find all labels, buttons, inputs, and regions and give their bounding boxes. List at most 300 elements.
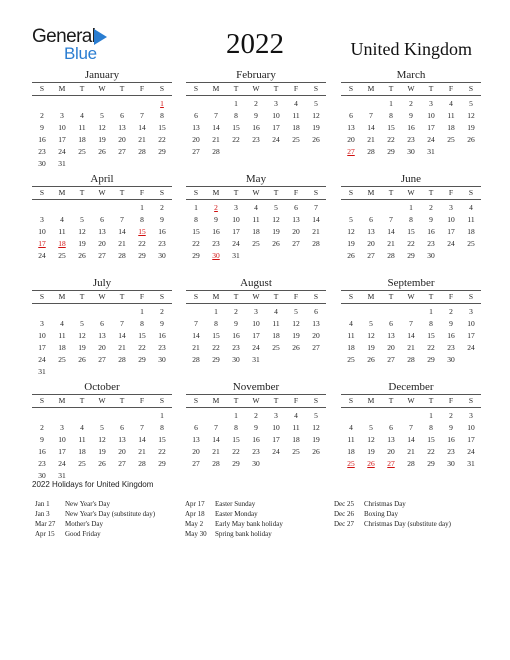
empty-day-cell bbox=[52, 98, 72, 110]
day-cell: 21 bbox=[212, 135, 220, 144]
day-cell: 23 bbox=[232, 343, 240, 352]
weekday-header: T bbox=[428, 292, 434, 301]
day-cell: 9 bbox=[409, 111, 413, 120]
day-cell: 1 bbox=[160, 411, 164, 420]
day-cell: 5 bbox=[314, 99, 318, 108]
month-name: September bbox=[387, 277, 435, 289]
day-cell: 31 bbox=[58, 471, 66, 480]
month-september bbox=[341, 276, 481, 366]
day-cell: 9 bbox=[449, 423, 453, 432]
weekday-header: T bbox=[388, 292, 394, 301]
empty-day-cell bbox=[92, 98, 112, 110]
holiday-date: Jan 3 bbox=[35, 510, 50, 518]
weekday-header: S bbox=[468, 84, 474, 93]
day-cell: 16 bbox=[447, 331, 455, 340]
day-cell: 8 bbox=[140, 215, 144, 224]
day-cell: 1 bbox=[194, 203, 198, 212]
day-cell: 26 bbox=[272, 239, 280, 248]
day-cell: 26 bbox=[367, 355, 375, 364]
country-title: United Kingdom bbox=[350, 39, 472, 59]
holiday-column bbox=[185, 499, 283, 539]
day-cell: 13 bbox=[387, 435, 395, 444]
holiday-day-cell: 27 bbox=[347, 147, 355, 156]
day-cell: 22 bbox=[427, 343, 435, 352]
day-cell: 6 bbox=[349, 111, 353, 120]
day-cell: 28 bbox=[212, 459, 220, 468]
empty-day-cell bbox=[52, 306, 72, 318]
day-cell: 19 bbox=[78, 343, 86, 352]
day-cell: 2 bbox=[409, 99, 413, 108]
day-cell: 12 bbox=[467, 111, 475, 120]
weekday-header-row bbox=[32, 290, 172, 304]
day-cell: 4 bbox=[274, 307, 278, 316]
day-cell: 21 bbox=[212, 447, 220, 456]
day-cell: 4 bbox=[294, 99, 298, 108]
weekday-header: S bbox=[468, 292, 474, 301]
day-cell: 5 bbox=[80, 319, 84, 328]
holiday-entry bbox=[35, 499, 155, 509]
day-cell: 4 bbox=[60, 319, 64, 328]
day-cell: 19 bbox=[312, 123, 320, 132]
weekday-header: M bbox=[367, 292, 375, 301]
holiday-column bbox=[334, 499, 451, 529]
day-cell: 11 bbox=[252, 215, 260, 224]
holiday-date: Dec 25 bbox=[334, 500, 355, 508]
month-july bbox=[32, 276, 172, 378]
day-cell: 14 bbox=[212, 123, 220, 132]
day-cell: 2 bbox=[254, 411, 258, 420]
day-cell: 31 bbox=[467, 459, 475, 468]
holiday-date: Apr 15 bbox=[35, 530, 55, 538]
weekday-header: F bbox=[139, 84, 145, 93]
holiday-day-cell: 27 bbox=[387, 459, 395, 468]
day-grid bbox=[341, 306, 481, 366]
weekday-header: S bbox=[468, 188, 474, 197]
empty-day-cell bbox=[381, 410, 401, 422]
day-cell: 6 bbox=[100, 319, 104, 328]
weekday-header: M bbox=[367, 396, 375, 405]
day-cell: 23 bbox=[38, 459, 46, 468]
empty-day-cell bbox=[32, 410, 52, 422]
day-cell: 20 bbox=[292, 227, 300, 236]
weekday-header: W bbox=[98, 292, 106, 301]
day-cell: 6 bbox=[389, 423, 393, 432]
weekday-header: M bbox=[212, 292, 220, 301]
day-cell: 29 bbox=[158, 459, 166, 468]
day-cell: 27 bbox=[118, 459, 126, 468]
empty-day-cell bbox=[72, 98, 92, 110]
day-cell: 16 bbox=[407, 123, 415, 132]
day-cell: 30 bbox=[158, 251, 166, 260]
day-cell: 8 bbox=[234, 423, 238, 432]
day-cell: 16 bbox=[252, 123, 260, 132]
day-cell: 25 bbox=[447, 135, 455, 144]
day-cell: 5 bbox=[100, 423, 104, 432]
weekday-header: S bbox=[193, 396, 199, 405]
day-cell: 25 bbox=[252, 239, 260, 248]
weekday-header: F bbox=[448, 188, 454, 197]
day-cell: 13 bbox=[387, 331, 395, 340]
weekday-header: M bbox=[367, 188, 375, 197]
day-cell: 15 bbox=[407, 227, 415, 236]
day-cell: 28 bbox=[407, 459, 415, 468]
day-cell: 26 bbox=[78, 355, 86, 364]
day-cell: 27 bbox=[98, 251, 106, 260]
weekday-header: T bbox=[119, 396, 125, 405]
day-cell: 27 bbox=[292, 239, 300, 248]
day-cell: 22 bbox=[232, 447, 240, 456]
day-cell: 14 bbox=[407, 435, 415, 444]
weekday-header: T bbox=[119, 292, 125, 301]
day-cell: 18 bbox=[447, 123, 455, 132]
day-cell: 8 bbox=[140, 319, 144, 328]
day-cell: 22 bbox=[138, 239, 146, 248]
day-cell: 20 bbox=[192, 135, 200, 144]
weekday-header: F bbox=[139, 188, 145, 197]
holiday-entry bbox=[185, 519, 283, 529]
day-cell: 9 bbox=[160, 319, 164, 328]
holiday-day-cell: 17 bbox=[38, 239, 46, 248]
day-cell: 21 bbox=[118, 239, 126, 248]
holiday-day-cell: 2 bbox=[214, 203, 218, 212]
day-grid bbox=[341, 98, 481, 158]
day-cell: 7 bbox=[214, 423, 218, 432]
day-cell: 14 bbox=[138, 123, 146, 132]
day-cell: 2 bbox=[429, 203, 433, 212]
weekday-header: W bbox=[98, 396, 106, 405]
day-cell: 7 bbox=[409, 319, 413, 328]
weekday-header: T bbox=[273, 84, 279, 93]
month-june bbox=[341, 172, 481, 262]
day-cell: 7 bbox=[194, 319, 198, 328]
day-cell: 16 bbox=[252, 435, 260, 444]
day-cell: 25 bbox=[467, 239, 475, 248]
day-cell: 5 bbox=[349, 215, 353, 224]
weekday-header: S bbox=[313, 396, 319, 405]
day-cell: 27 bbox=[367, 251, 375, 260]
day-cell: 10 bbox=[447, 215, 455, 224]
day-cell: 18 bbox=[292, 435, 300, 444]
day-cell: 12 bbox=[98, 435, 106, 444]
day-cell: 18 bbox=[252, 227, 260, 236]
day-cell: 14 bbox=[312, 215, 320, 224]
day-cell: 10 bbox=[252, 319, 260, 328]
weekday-header: T bbox=[79, 292, 85, 301]
weekday-header: T bbox=[273, 292, 279, 301]
holiday-entry bbox=[185, 499, 283, 509]
day-cell: 2 bbox=[160, 307, 164, 316]
day-cell: 20 bbox=[118, 447, 126, 456]
day-cell: 23 bbox=[252, 135, 260, 144]
day-cell: 23 bbox=[38, 147, 46, 156]
day-cell: 15 bbox=[427, 435, 435, 444]
day-cell: 3 bbox=[469, 411, 473, 420]
weekday-header: S bbox=[313, 188, 319, 197]
day-cell: 27 bbox=[312, 343, 320, 352]
weekday-header-row bbox=[341, 290, 481, 304]
weekday-header: T bbox=[119, 84, 125, 93]
day-cell: 28 bbox=[118, 251, 126, 260]
holiday-entry bbox=[185, 529, 283, 539]
holiday-name: Christmas Day (substitute day) bbox=[364, 520, 451, 528]
day-cell: 21 bbox=[118, 343, 126, 352]
day-cell: 14 bbox=[367, 123, 375, 132]
day-cell: 21 bbox=[407, 343, 415, 352]
day-cell: 12 bbox=[312, 423, 320, 432]
holiday-date: Dec 26 bbox=[334, 510, 355, 518]
day-cell: 16 bbox=[38, 135, 46, 144]
day-cell: 28 bbox=[192, 355, 200, 364]
month-name: July bbox=[92, 277, 112, 289]
day-cell: 8 bbox=[194, 215, 198, 224]
day-cell: 10 bbox=[58, 123, 66, 132]
day-cell: 19 bbox=[98, 447, 106, 456]
day-cell: 13 bbox=[347, 123, 355, 132]
day-cell: 4 bbox=[349, 319, 353, 328]
day-cell: 22 bbox=[232, 135, 240, 144]
day-cell: 29 bbox=[232, 459, 240, 468]
weekday-header: W bbox=[252, 396, 260, 405]
day-cell: 11 bbox=[78, 435, 86, 444]
day-cell: 15 bbox=[232, 435, 240, 444]
weekday-header: W bbox=[252, 292, 260, 301]
day-cell: 17 bbox=[272, 123, 280, 132]
day-cell: 8 bbox=[234, 111, 238, 120]
empty-day-cell bbox=[401, 306, 421, 318]
day-cell: 25 bbox=[272, 343, 280, 352]
day-cell: 24 bbox=[427, 135, 435, 144]
weekday-header: T bbox=[428, 188, 434, 197]
day-cell: 24 bbox=[272, 135, 280, 144]
weekday-header: T bbox=[388, 188, 394, 197]
holiday-day-cell: 30 bbox=[212, 251, 220, 260]
day-cell: 4 bbox=[469, 203, 473, 212]
day-cell: 25 bbox=[292, 447, 300, 456]
day-cell: 16 bbox=[212, 227, 220, 236]
holiday-name: New Year's Day (substitute day) bbox=[65, 510, 156, 518]
day-cell: 13 bbox=[98, 331, 106, 340]
day-cell: 20 bbox=[387, 343, 395, 352]
day-cell: 19 bbox=[78, 239, 86, 248]
day-cell: 13 bbox=[192, 435, 200, 444]
weekday-header: S bbox=[348, 84, 354, 93]
weekday-header: T bbox=[233, 84, 239, 93]
weekday-header-row bbox=[341, 186, 481, 200]
day-cell: 28 bbox=[367, 147, 375, 156]
day-cell: 11 bbox=[347, 435, 355, 444]
weekday-header: S bbox=[313, 292, 319, 301]
day-cell: 9 bbox=[449, 319, 453, 328]
day-cell: 2 bbox=[449, 307, 453, 316]
weekday-header: F bbox=[293, 188, 299, 197]
holiday-entry bbox=[35, 529, 155, 539]
day-cell: 25 bbox=[58, 355, 66, 364]
day-cell: 2 bbox=[40, 423, 44, 432]
holiday-date: Apr 18 bbox=[185, 510, 205, 518]
day-cell: 16 bbox=[447, 435, 455, 444]
day-cell: 24 bbox=[38, 355, 46, 364]
holiday-name: Christmas Day bbox=[364, 500, 406, 508]
day-cell: 1 bbox=[140, 203, 144, 212]
day-grid bbox=[186, 202, 326, 262]
day-cell: 28 bbox=[387, 251, 395, 260]
holiday-entry bbox=[35, 519, 155, 529]
day-cell: 14 bbox=[138, 435, 146, 444]
empty-day-cell bbox=[206, 410, 226, 422]
weekday-header: W bbox=[252, 84, 260, 93]
day-cell: 20 bbox=[367, 239, 375, 248]
holiday-name: Early May bank holiday bbox=[215, 520, 283, 528]
day-cell: 18 bbox=[347, 447, 355, 456]
day-cell: 7 bbox=[140, 423, 144, 432]
day-cell: 24 bbox=[467, 343, 475, 352]
holiday-day-cell: 15 bbox=[138, 227, 146, 236]
day-cell: 10 bbox=[272, 111, 280, 120]
holiday-name: Good Friday bbox=[65, 530, 101, 538]
day-cell: 4 bbox=[254, 203, 258, 212]
day-cell: 19 bbox=[272, 227, 280, 236]
month-april bbox=[32, 172, 172, 262]
day-cell: 4 bbox=[80, 111, 84, 120]
day-cell: 31 bbox=[58, 159, 66, 168]
day-cell: 23 bbox=[158, 239, 166, 248]
day-cell: 23 bbox=[447, 447, 455, 456]
weekday-header: S bbox=[348, 396, 354, 405]
day-cell: 28 bbox=[407, 355, 415, 364]
day-cell: 5 bbox=[80, 215, 84, 224]
weekday-header: S bbox=[159, 292, 165, 301]
weekday-header: W bbox=[98, 188, 106, 197]
holiday-entry bbox=[185, 509, 283, 519]
holiday-date: May 2 bbox=[185, 520, 204, 528]
day-cell: 6 bbox=[120, 423, 124, 432]
day-cell: 18 bbox=[272, 331, 280, 340]
day-cell: 11 bbox=[58, 331, 66, 340]
empty-day-cell bbox=[341, 202, 361, 214]
day-cell: 8 bbox=[429, 319, 433, 328]
day-cell: 13 bbox=[292, 215, 300, 224]
day-cell: 7 bbox=[120, 215, 124, 224]
weekday-header: S bbox=[193, 84, 199, 93]
day-cell: 11 bbox=[78, 123, 86, 132]
day-grid bbox=[32, 410, 172, 482]
weekday-header-row bbox=[32, 82, 172, 96]
holiday-date: Dec 27 bbox=[334, 520, 355, 528]
empty-day-cell bbox=[72, 306, 92, 318]
day-cell: 3 bbox=[234, 203, 238, 212]
empty-day-cell bbox=[361, 202, 381, 214]
day-cell: 13 bbox=[312, 319, 320, 328]
day-cell: 18 bbox=[467, 227, 475, 236]
day-cell: 15 bbox=[158, 123, 166, 132]
month-name: January bbox=[84, 69, 120, 81]
day-cell: 7 bbox=[389, 215, 393, 224]
empty-day-cell bbox=[112, 98, 132, 110]
empty-day-cell bbox=[206, 98, 226, 110]
day-cell: 12 bbox=[312, 111, 320, 120]
day-cell: 10 bbox=[427, 111, 435, 120]
day-cell: 12 bbox=[292, 319, 300, 328]
empty-day-cell bbox=[112, 410, 132, 422]
day-cell: 12 bbox=[347, 227, 355, 236]
weekday-header: W bbox=[407, 292, 415, 301]
weekday-header: T bbox=[388, 84, 394, 93]
day-grid bbox=[341, 410, 481, 470]
day-cell: 29 bbox=[427, 459, 435, 468]
day-cell: 17 bbox=[58, 447, 66, 456]
weekday-header: S bbox=[159, 84, 165, 93]
weekday-header: F bbox=[293, 84, 299, 93]
day-cell: 5 bbox=[274, 203, 278, 212]
empty-day-cell bbox=[381, 306, 401, 318]
day-cell: 11 bbox=[292, 423, 300, 432]
day-cell: 11 bbox=[272, 319, 280, 328]
day-cell: 7 bbox=[120, 319, 124, 328]
day-cell: 10 bbox=[467, 423, 475, 432]
day-cell: 29 bbox=[212, 355, 220, 364]
weekday-header-row bbox=[341, 394, 481, 408]
day-cell: 21 bbox=[138, 135, 146, 144]
empty-day-cell bbox=[32, 306, 52, 318]
weekday-header: M bbox=[58, 188, 66, 197]
weekday-header: M bbox=[367, 84, 375, 93]
day-cell: 24 bbox=[58, 459, 66, 468]
empty-day-cell bbox=[32, 202, 52, 214]
day-cell: 8 bbox=[160, 111, 164, 120]
day-cell: 24 bbox=[447, 239, 455, 248]
day-cell: 27 bbox=[192, 459, 200, 468]
day-cell: 26 bbox=[292, 343, 300, 352]
day-cell: 9 bbox=[254, 111, 258, 120]
weekday-header: S bbox=[193, 292, 199, 301]
day-cell: 15 bbox=[427, 331, 435, 340]
empty-day-cell bbox=[186, 306, 206, 318]
day-cell: 24 bbox=[38, 251, 46, 260]
holiday-name: Easter Monday bbox=[215, 510, 258, 518]
month-october bbox=[32, 380, 172, 482]
weekday-header: T bbox=[233, 292, 239, 301]
day-cell: 16 bbox=[38, 447, 46, 456]
day-cell: 16 bbox=[158, 331, 166, 340]
weekday-header: F bbox=[293, 292, 299, 301]
weekday-header-row bbox=[186, 290, 326, 304]
holidays-title: 2022 Holidays for United Kingdom bbox=[32, 480, 154, 489]
day-cell: 11 bbox=[347, 331, 355, 340]
weekday-header: M bbox=[212, 84, 220, 93]
day-cell: 20 bbox=[192, 447, 200, 456]
day-cell: 4 bbox=[294, 411, 298, 420]
weekday-header: S bbox=[468, 396, 474, 405]
day-cell: 3 bbox=[274, 99, 278, 108]
day-cell: 29 bbox=[138, 355, 146, 364]
weekday-header: S bbox=[193, 188, 199, 197]
day-cell: 7 bbox=[314, 203, 318, 212]
day-cell: 14 bbox=[192, 331, 200, 340]
day-cell: 24 bbox=[272, 447, 280, 456]
weekday-header: W bbox=[98, 84, 106, 93]
day-cell: 2 bbox=[234, 307, 238, 316]
weekday-header: F bbox=[293, 396, 299, 405]
weekday-header: F bbox=[448, 396, 454, 405]
day-cell: 11 bbox=[467, 215, 475, 224]
day-cell: 1 bbox=[234, 411, 238, 420]
day-cell: 3 bbox=[449, 203, 453, 212]
day-cell: 30 bbox=[38, 471, 46, 480]
day-cell: 10 bbox=[467, 319, 475, 328]
empty-day-cell bbox=[361, 410, 381, 422]
day-cell: 2 bbox=[160, 203, 164, 212]
day-cell: 29 bbox=[138, 251, 146, 260]
